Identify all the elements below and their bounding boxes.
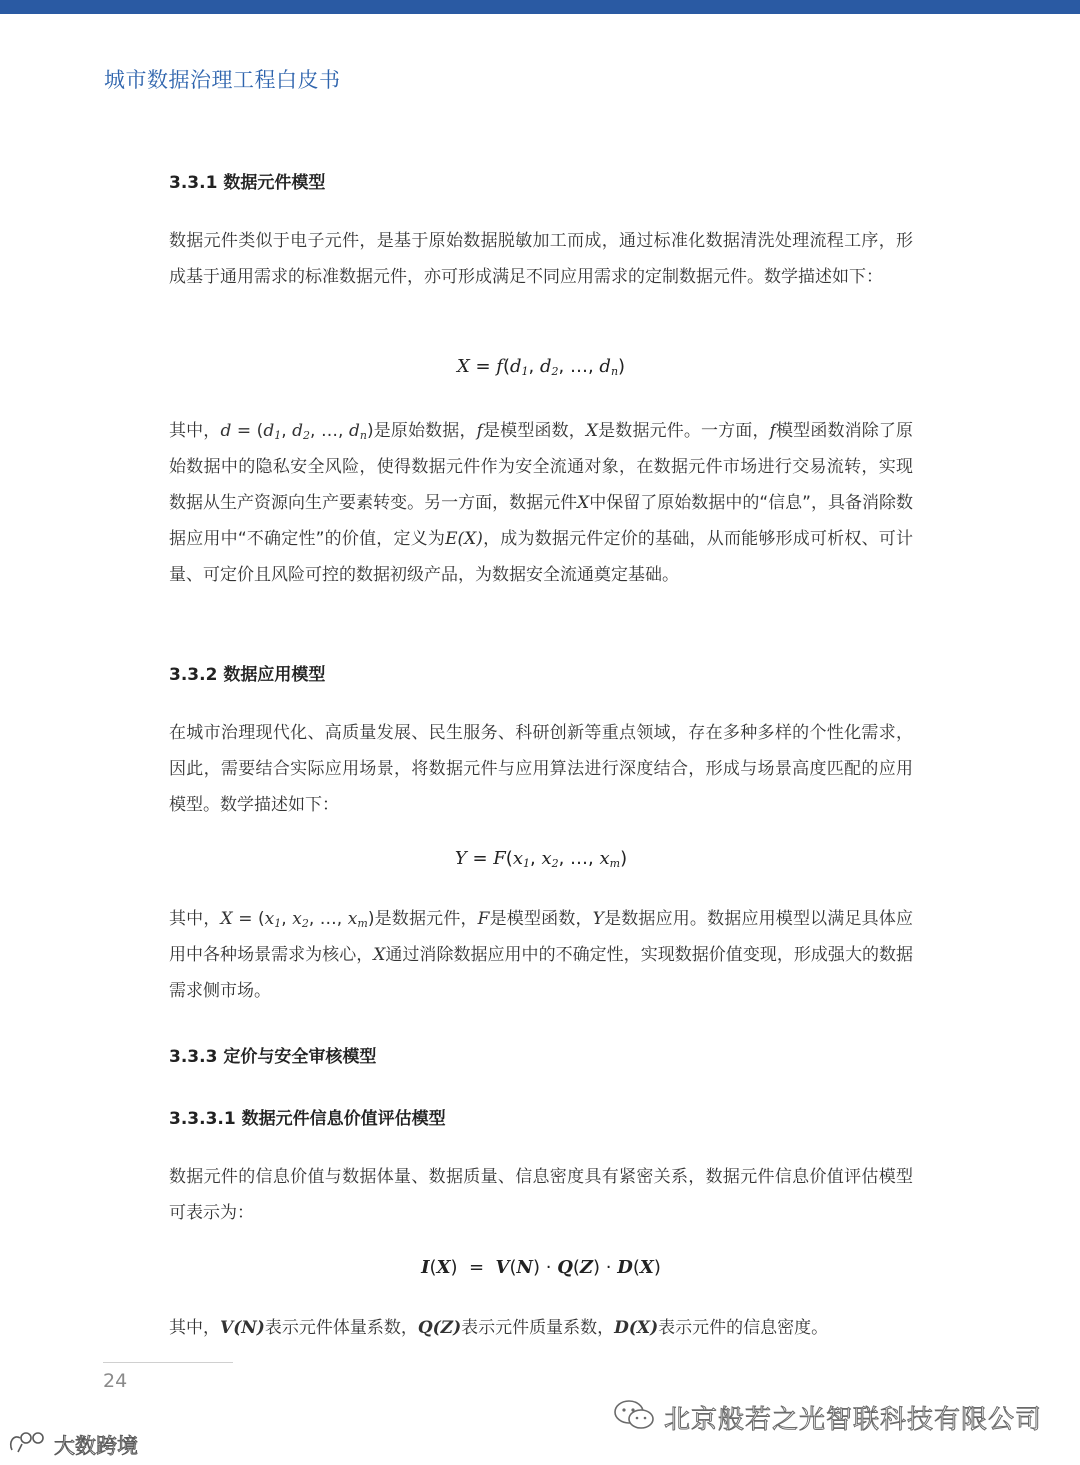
paragraph-3-3-3-1-explanation: 其中，V(N)表示元件体量系数，Q(Z)表示元件质量系数，D(X)表示元件的信息密度。: [169, 1318, 829, 1338]
section-heading-3-3-3-1: 3.3.3.1 数据元件信息价值评估模型: [169, 1109, 446, 1129]
top-accent-bar: [0, 0, 1080, 14]
formula-information-value: I(X) = V(N) · Q(Z) · D(X): [421, 1257, 661, 1278]
formula-data-element: $X = f(d_1$, $d_2$, …, $d_n$): [456, 356, 626, 378]
paragraph-3-3-2-intro: 在城市治理现代化、高质量发展、民生服务、科研创新等重点领域，存在多种多样的个性化需求，因此，需要结合实际应用场景，将数据元件与应用算法进行深度结合，形成与场景高度匹配的应用模型。数学描述如下：: [169, 723, 913, 815]
watermark-company: [612, 1398, 1042, 1436]
footer-divider: [103, 1362, 233, 1363]
formula-data-application: $Y = F(x_1$, $x_2$, …, $x_m$): [454, 848, 628, 870]
page-number: 24: [103, 1370, 128, 1392]
brand-logo-icon: [6, 1428, 50, 1462]
paragraph-3-3-2-explanation: 其中，$X = (x_1$, $x_2$, …, $x_m$)是数据元件，F是模型函数，Y是数据应用。数据应用模型以满足具体应用中各种场景需求为核心，X通过消除数据应用中的不确定性，实现数据价值变现，形成强大的数据需求侧市场。: [169, 909, 914, 1001]
paragraph-3-3-1-explanation: 其中，$d = (d_1$, $d_2$, …, $d_n$)是原始数据，f是模型函数，X是数据元件。一方面，f模型函数消除了原始数据中的隐私安全风险，使得数据元件作为安全流通对象，在数据元件市场进行交易流转，实现数据从生产资源向生产要素转变。另一方面，数据元件X中保留了原始数据中的“信息”，具备消除数据应用中“不确定性”的价值，定义为E(X)，成为数据元件定价的基础，从而能够形成可析权、可计量、可定价且风险可控的数据初级产品，为数据安全流通奠定基础。: [169, 421, 914, 585]
watermark-brand: [6, 1428, 138, 1462]
section-heading-3-3-1: 3.3.1 数据元件模型: [169, 173, 326, 193]
paragraph-3-3-1-intro: 数据元件类似于电子元件，是基于原始数据脱敏加工而成，通过标准化数据清洗处理流程工序，形成基于通用需求的标准数据元件，亦可形成满足不同应用需求的定制数据元件。数学描述如下：: [169, 231, 913, 287]
section-heading-3-3-2: 3.3.2 数据应用模型: [169, 665, 326, 685]
document-title: 城市数据治理工程白皮书: [104, 68, 341, 92]
section-heading-3-3-3: 3.3.3 定价与安全审核模型: [169, 1047, 377, 1067]
watermark-company-text: 北京般若之光智联科技有限公司: [664, 1404, 1043, 1435]
watermark-brand-text: 大数跨境: [54, 1434, 138, 1458]
wechat-icon: [612, 1398, 656, 1436]
paragraph-3-3-3-1-intro: 数据元件的信息价值与数据体量、数据质量、信息密度具有紧密关系，数据元件信息价值评估模型可表示为：: [169, 1167, 913, 1223]
